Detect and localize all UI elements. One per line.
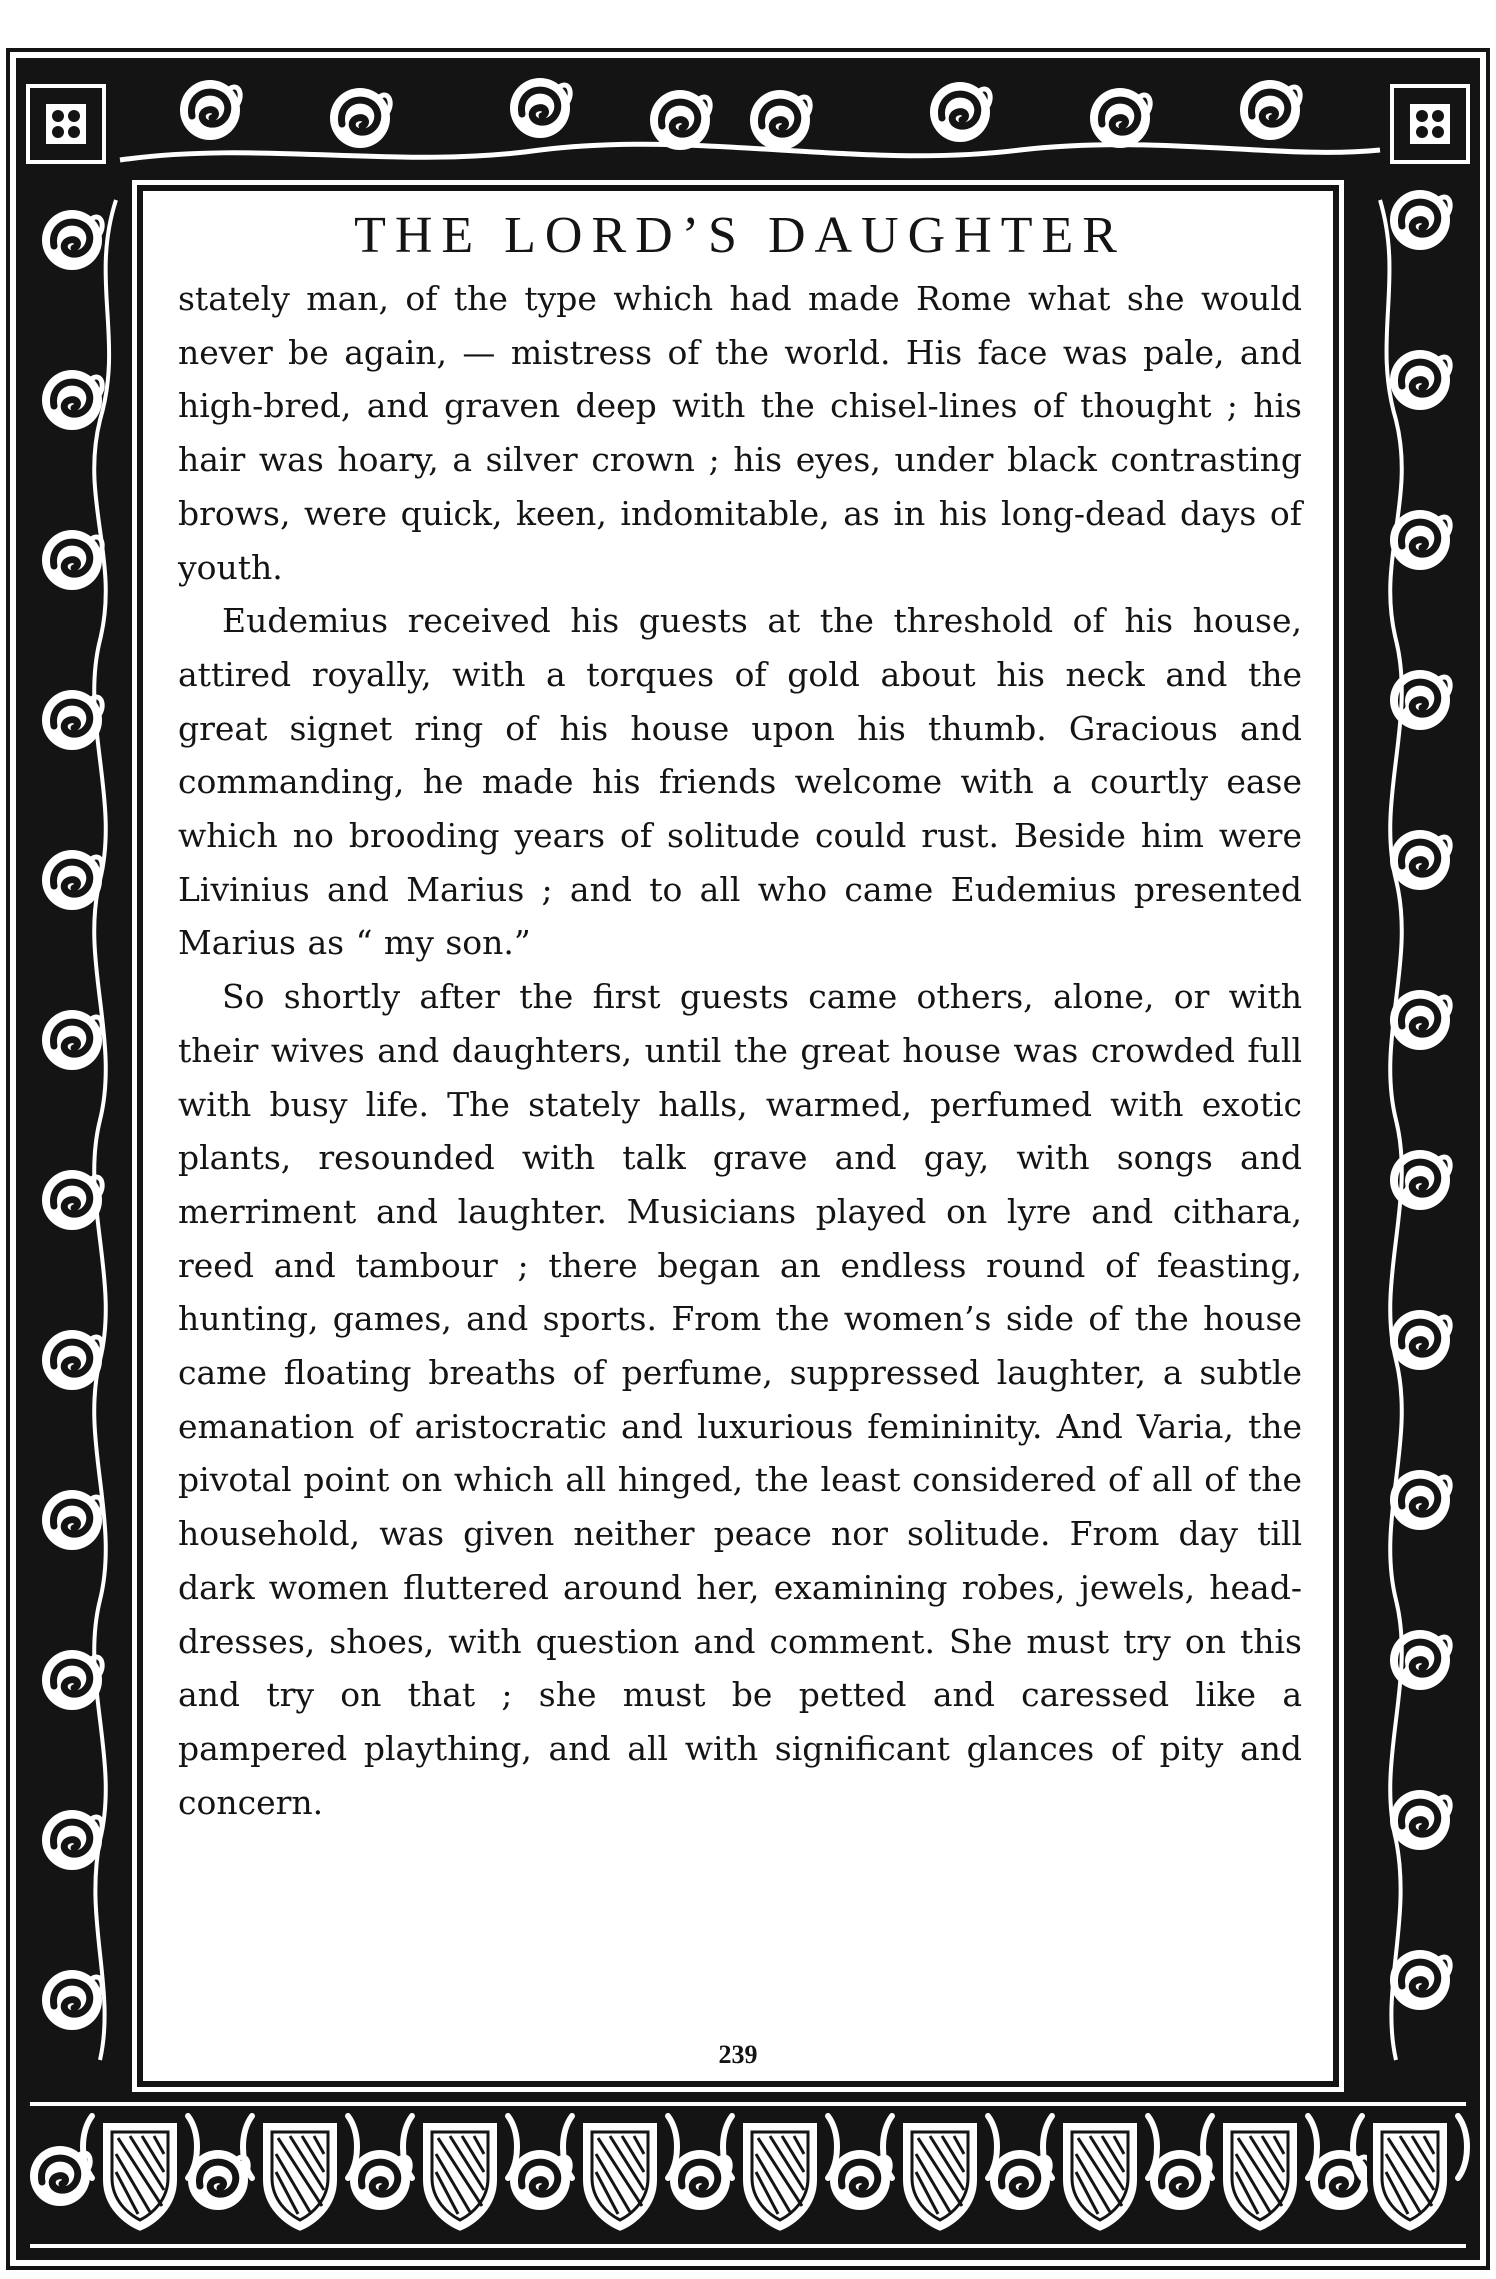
corner-rosette-icon <box>1408 102 1452 146</box>
page-number: 239 <box>718 2040 758 2069</box>
paragraph-continuation: stately man, of the type which had made Rome what she would never be again, — mistress of the world. His face was pale, and high-bred, and graven deep with the chisel-lines of thought ; his hair was hoary, a silver crown ; his eyes, under black contrasting brows, were quick, keen, indomitable, as in his long-dead days of youth. <box>178 279 1302 587</box>
running-head: THE LORD’S DAUGHTER <box>354 207 1126 264</box>
paragraph: So shortly after the first guests came others, alone, or with their wives and daughters, until the great house was crowded full with busy life. The stately halls, warmed, perfumed with exotic plants, resounded with talk grave and gay, with songs and merriment and laughter. Musicians played on lyre and cithara, reed and tambour ; there began an endless round of feasting, hunting, games, and sports. From the women’s side of the house came floating breaths of perfume, suppressed laughter, a subtle emanation of aristocratic and luxurious femininity. And Varia, the pivotal point on which all hinged, the least considered of all of the household, was given neither peace nor solitude. From day till dark women fluttered around her, examining robes, jewels, head-dresses, shoes, with question and comment. She must try on this and try on that ; she must be petted and caressed like a pampered plaything, and all with significant glances of pity and concern. <box>178 977 1302 1822</box>
paragraph: Eudemius received his guests at the threshold of his house, attired royally, with a torques of gold about his neck and the great signet ring of his house upon his thumb. Gracious and commanding, he made his friends welcome with a courtly ease which no brooding years of solitude could rust. Beside him were Livinius and Marius ; and to all who came Eudemius presented Marius as “ my son.” <box>178 601 1302 963</box>
text-panel <box>148 196 1328 2076</box>
corner-rosette-icon <box>44 102 88 146</box>
bottom-shield-frieze <box>24 2100 1472 2250</box>
